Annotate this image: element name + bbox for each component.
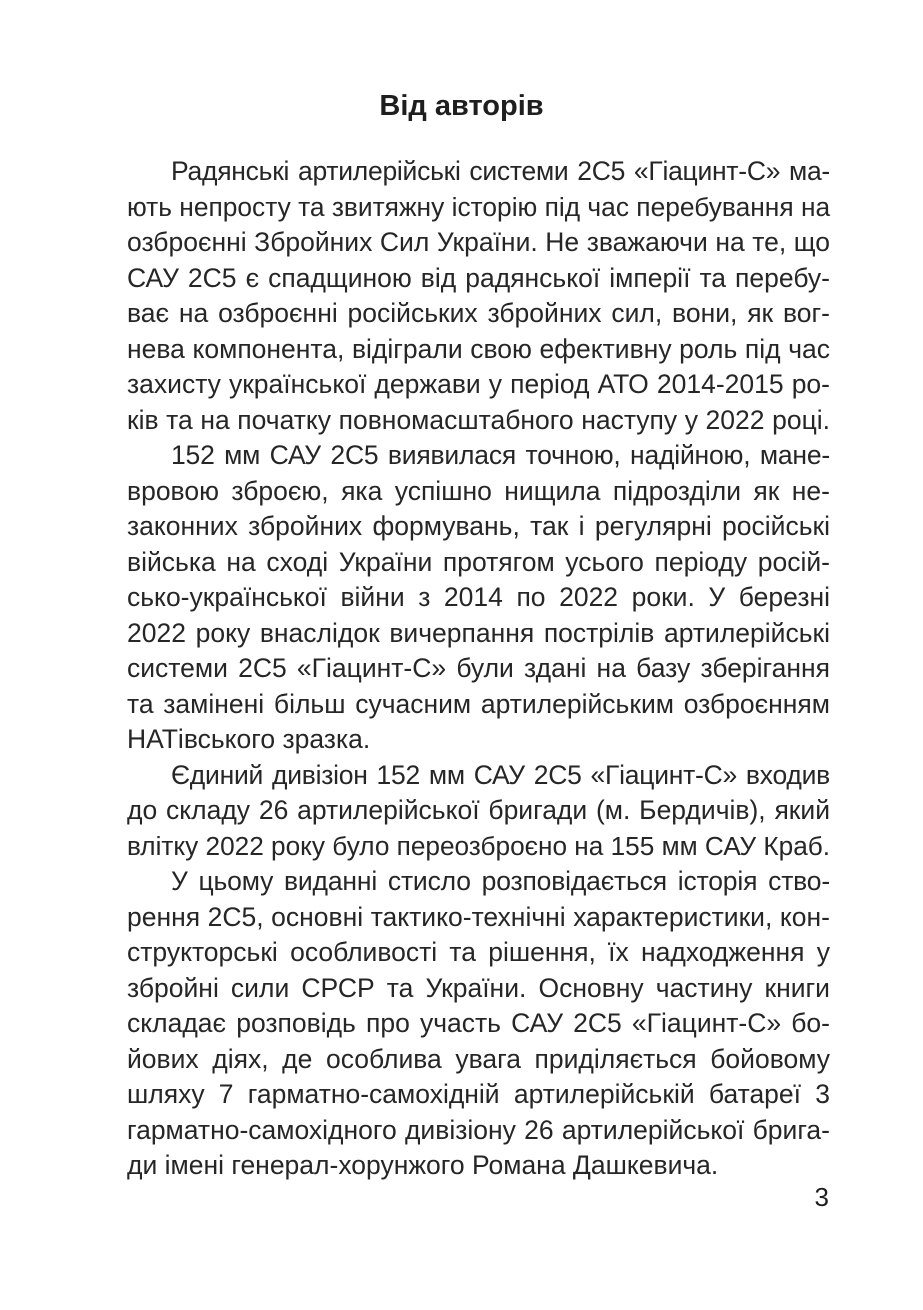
text-line: ють непросту та звитяжну історію під час перебування на	[127, 191, 831, 222]
text-line: ває на озброєнні російських збройних сил, вони, як вог-	[127, 298, 830, 328]
text-line: захисту української держави у період АТО 2014-2015 ро-	[127, 369, 830, 399]
text-line: влітку 2022 року було переозброєно на 155 мм САУ Краб.	[127, 830, 831, 861]
text-line: ди імені генерал-хорунжого Романа Дашкевича.	[127, 1150, 719, 1180]
text-line: структорські особливості та рішення, їх надходження у	[127, 937, 830, 967]
text-line: збройні сили СРСР та України. Основну частину книги	[127, 972, 830, 1003]
text-line: сько-української війни з 2014 по 2022 роки. У березні	[127, 582, 830, 612]
text-line: озброєнні Збройних Сил України. Не зважаючи на те, що	[127, 227, 830, 257]
text-line: нева компонента, відіграли свою ефективну роль під час	[127, 333, 830, 364]
text-line: гарматно-самохідного дивізіону 26 артилерійської брига-	[127, 1114, 830, 1145]
text-line: ків та на початку повномасштабного наступу у 2022 році.	[127, 404, 830, 435]
text-line: йових діях, де особлива увага приділяється бойовому	[127, 1043, 830, 1074]
page-title: Від авторів	[379, 90, 544, 122]
text-line: Єдиний дивізіон 152 мм САУ 2С5 «Гіацинт-С» входив	[171, 759, 830, 790]
paragraph-2	[127, 438, 830, 758]
text-line: САУ 2С5 є спадщиною від радянської імперії та перебу-	[127, 262, 830, 293]
text-line: У цьому виданні стисло розповідається історія ство-	[171, 866, 830, 896]
text-line: системи 2С5 «Гіацинт-С» були здані на базу зберігання	[127, 653, 830, 683]
body-text	[127, 154, 830, 1184]
text-line: шляху 7 гарматно-самохідній артилерійській батареї 3	[127, 1079, 830, 1109]
text-line: війська на сході України протягом усього періоду росій-	[127, 546, 830, 577]
text-line: рення 2С5, основні тактико-технічні характеристики, кон-	[127, 901, 830, 932]
text-line: НАТівського зразка.	[127, 724, 371, 754]
text-line: 2022 року внаслідок вичерпання пострілів артилерійські	[127, 617, 830, 648]
paragraph-1	[127, 154, 830, 438]
paragraph-3	[127, 758, 830, 865]
text-line: Радянські артилерійські системи 2С5 «Гіацинт-С» ма-	[171, 156, 830, 186]
text-line: вровою зброєю, яка успішно нищила підрозділи як не-	[127, 475, 830, 506]
paragraph-4	[127, 864, 830, 1184]
page-number: 3	[814, 1182, 829, 1212]
text-line: та замінені більш сучасним артилерійським озброєнням	[127, 688, 830, 719]
text-line: законних збройних формувань, так і регулярні російські	[127, 511, 830, 541]
text-line: 152 мм САУ 2С5 виявилася точною, надійною, мане-	[171, 440, 830, 470]
text-line: до складу 26 артилерійської бригади (м. Бердичів), який	[127, 795, 830, 825]
text-line: складає розповідь про участь САУ 2С5 «Гіацинт-С» бо-	[127, 1008, 830, 1038]
